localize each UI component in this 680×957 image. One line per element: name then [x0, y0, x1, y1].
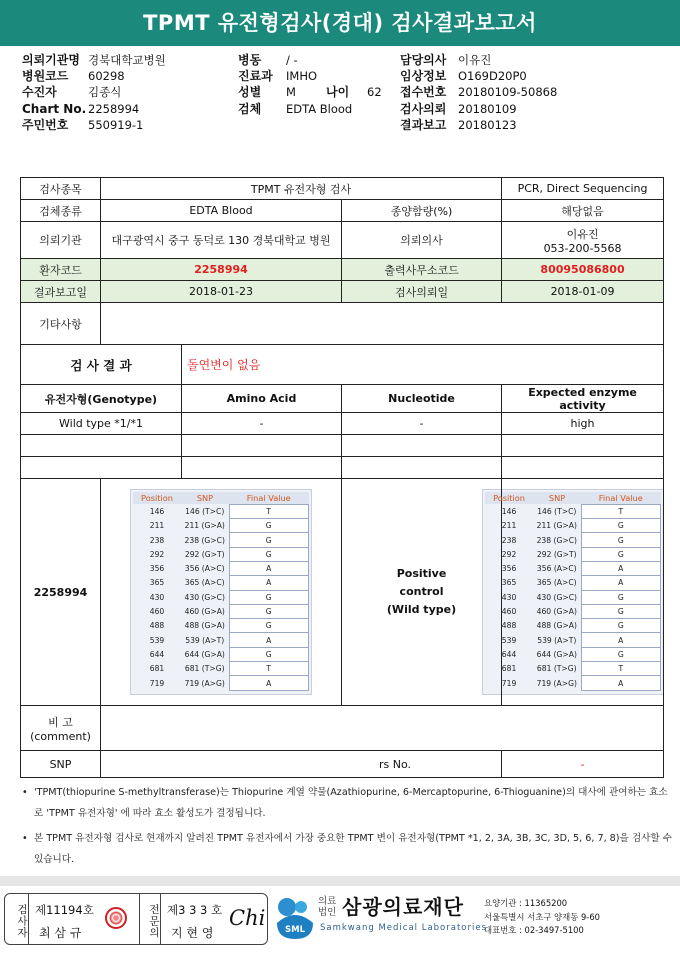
header-field-value: 경북대학교병원: [88, 53, 166, 67]
header-field-label: 주민번호: [22, 117, 69, 132]
snp-position: 719: [501, 678, 517, 688]
snp-variant: 719 (A>G): [184, 678, 225, 688]
snp-table-row: [485, 633, 661, 647]
header-field-label: 의뢰기관명: [22, 53, 80, 67]
snp-variant: 292 (G>T): [536, 549, 577, 559]
snp-final-value: G: [229, 533, 309, 547]
snp-table-row: [485, 604, 661, 618]
header-field: [400, 84, 557, 100]
snp-final-value: A: [581, 562, 661, 576]
amino-acid-value: -: [182, 413, 342, 435]
snp-position: 146: [149, 506, 165, 516]
age-label: 나이: [326, 85, 350, 100]
snp-final-value: A: [229, 562, 309, 576]
snp-table-row: [133, 662, 309, 676]
snp-position: 238: [501, 535, 517, 545]
tumor-value: 해당없음: [502, 200, 664, 222]
request-date-label: 검사의뢰일: [342, 281, 502, 303]
header-field-value: 이유진: [458, 53, 492, 67]
snp-variant: 644 (G>A): [536, 649, 577, 659]
header-field-value: 550919-1: [88, 117, 144, 132]
snp-table-row: [133, 604, 309, 618]
company-address: [484, 897, 600, 938]
snp-variant: 356 (A>C): [184, 564, 225, 574]
snp-position: 488: [149, 621, 165, 631]
snp-variant: 146 (T>C): [537, 506, 577, 516]
snp-final-value: G: [229, 647, 309, 661]
header-field-label: 진료과: [238, 69, 273, 84]
snp-table-row: [133, 590, 309, 604]
genotype-header: 유전자형(Genotype): [21, 385, 182, 413]
specimen-row: [21, 200, 664, 222]
patient-snp-table: [130, 489, 312, 694]
snp-final-value: T: [581, 662, 661, 676]
notes: [22, 782, 672, 870]
institution-number: 요양기관 : 11365200: [484, 898, 568, 908]
snp-table-row: [133, 633, 309, 647]
snp-position: 460: [501, 607, 517, 617]
snp-panel-row: [21, 479, 664, 706]
snp-rs-row: [21, 751, 664, 778]
snp-position: 681: [501, 664, 517, 674]
header-field-label: 검체: [238, 101, 262, 116]
snp-label: SNP: [21, 751, 101, 778]
header-field-label: Chart No.: [22, 101, 87, 116]
col-position: Position: [133, 492, 181, 504]
header-field: [22, 84, 166, 100]
result-empty-row: [21, 457, 664, 479]
result-header-row: [21, 385, 664, 413]
other-label: 기타사항: [21, 303, 101, 345]
header-field-label: 병원코드: [22, 69, 69, 84]
snp-table-row: [133, 562, 309, 576]
company-english: Samkwang Medical Laboratories: [320, 923, 488, 933]
snp-final-value: G: [581, 647, 661, 661]
snp-variant: 356 (A>C): [536, 564, 577, 574]
snp-variant: 539 (A>T): [537, 635, 577, 645]
snp-position: 539: [501, 635, 517, 645]
office-code-label: 출력사무소코드: [342, 259, 502, 281]
snp-table-row: [133, 676, 309, 690]
snp-final-value: A: [581, 676, 661, 690]
specimen-label: 검체종류: [21, 200, 101, 222]
comment-label: 비 고 (comment): [21, 706, 101, 751]
snp-position: 488: [501, 621, 517, 631]
logo-text: SML: [285, 925, 305, 935]
snp-final-value: G: [229, 619, 309, 633]
report-title: TPMT 유전형검사(경대) 검사결과보고서: [0, 0, 680, 46]
snp-position: 146: [501, 506, 517, 516]
amino-acid-header: Amino Acid: [182, 385, 342, 413]
header-field: [400, 101, 557, 117]
comment-row: [21, 706, 664, 751]
snp-table-row: [485, 562, 661, 576]
snp-final-value: G: [581, 547, 661, 561]
snp-table-row: [485, 590, 661, 604]
snp-position: 681: [149, 664, 165, 674]
patient-code-value: 2258994: [101, 259, 342, 281]
header-field: [400, 117, 557, 133]
snp-final-value: A: [581, 576, 661, 590]
snp-variant: 146 (T>C): [185, 506, 225, 516]
header-field-label: 임상정보: [400, 69, 447, 84]
snp-variant: 681 (T>G): [536, 664, 577, 674]
result-data-row: [21, 413, 664, 435]
doctor-name: 이유진: [566, 227, 599, 241]
snp-table-row: [485, 619, 661, 633]
snp-position: 238: [149, 535, 165, 545]
snp-variant: 719 (A>G): [536, 678, 577, 688]
snp-variant: 488 (G>A): [536, 621, 577, 631]
snp-variant: 238 (G>C): [536, 535, 577, 545]
header-field-value: 20180109-50868: [458, 85, 558, 100]
header-field-label: 병동: [238, 53, 262, 67]
other-value: [101, 303, 664, 345]
snp-final-value: G: [581, 590, 661, 604]
snp-variant: 292 (G>T): [184, 549, 225, 559]
header-field-value: / -: [286, 53, 298, 67]
company-prefix: 의료 법인: [318, 896, 337, 918]
snp-table-row: [133, 504, 309, 518]
enzyme-activity-header: Expected enzyme activity: [502, 385, 664, 413]
snp-position: 292: [149, 549, 165, 559]
control-snp-table: Position SNP Final Value 146 146 (T>C) T 211 211 (G>A) G 238 238 (G>C) G 292 292 (G>T) G 356 356 (A>C) A 365 365 (A>C) A 430 430 (G>C) G 460 460 (G>A) G 488 488 (G>A) G 539 539 (A>T) A 644 644 (G>A) G 681 681 (T>G) T 719 719 (A>G) A: [482, 489, 664, 694]
header-field-label: 성별: [238, 85, 262, 100]
genotype-value: Wild type *1/*1: [21, 413, 182, 435]
snp-position: 460: [149, 607, 165, 617]
seal-icon: [105, 907, 127, 929]
snp-table-row: [133, 533, 309, 547]
snp-final-value: T: [581, 504, 661, 518]
snp-variant: 365 (A>C): [536, 578, 577, 588]
snp-position: 356: [501, 564, 517, 574]
header-column-patient: [22, 52, 166, 133]
nucleotide-header: Nucleotide: [342, 385, 502, 413]
report-table: [20, 177, 664, 778]
age-value: 62: [367, 85, 382, 100]
header-field-label: 결과보고: [400, 117, 447, 132]
header-field: [22, 68, 166, 84]
snp-table-row: [485, 662, 661, 676]
snp-variant: 460 (G>A): [184, 607, 225, 617]
header-column-doctor: [400, 52, 557, 133]
header-field-value: 60298: [88, 69, 125, 84]
header-field-label: 접수번호: [400, 85, 447, 100]
col-snp: SNP: [181, 492, 229, 504]
snp-final-value: G: [229, 604, 309, 618]
snp-table-row: [133, 619, 309, 633]
snp-table-row: [485, 533, 661, 547]
snp-final-value: G: [229, 519, 309, 533]
snp-position: 644: [501, 649, 517, 659]
result-row: [21, 345, 664, 385]
snp-position: 211: [149, 521, 165, 531]
specialist-license: 제3 3 3 호: [167, 903, 223, 917]
snp-table-row: [485, 647, 661, 661]
snp-variant: 681 (T>G): [184, 664, 225, 674]
snp-final-value: G: [581, 519, 661, 533]
report-date-value: 2018-01-23: [101, 281, 342, 303]
method-value: PCR, Direct Sequencing: [502, 178, 664, 200]
snp-position: 211: [501, 521, 517, 531]
patient-code-label: 환자코드: [21, 259, 101, 281]
snp-final-value: G: [581, 604, 661, 618]
header-field-label: 담당의사: [400, 53, 447, 67]
snp-patient-id: 2258994: [21, 479, 101, 706]
date-row: [21, 281, 664, 303]
header-field: [22, 52, 166, 68]
specialist-side-label: 전문의: [139, 894, 161, 944]
col-final-value: Final Value: [229, 492, 309, 504]
header-field: [22, 117, 166, 133]
tester-side-label: 검사자: [5, 894, 29, 944]
header-field-value: IMHO: [286, 69, 318, 84]
footer-divider: [0, 876, 680, 886]
test-type-label: 검사종목: [21, 178, 101, 200]
snp-variant: 238 (G>C): [184, 535, 225, 545]
specimen-value: EDTA Blood: [101, 200, 342, 222]
company-phone: 대표번호 : 02-3497-5100: [484, 925, 584, 935]
snp-final-value: A: [229, 676, 309, 690]
snp-position: 292: [501, 549, 517, 559]
signature-mark: Chi: [229, 906, 266, 930]
snp-variant: 644 (G>A): [184, 649, 225, 659]
office-code-value: 80095086800: [502, 259, 664, 281]
company-street: 서울특별시 서초구 양재동 9-60: [484, 911, 600, 922]
tumor-label: 종양함량(%): [342, 200, 502, 222]
snp-table-row: [133, 647, 309, 661]
snp-table-row: [133, 576, 309, 590]
test-type-row: [21, 178, 664, 200]
header-field-value: M: [286, 85, 296, 100]
snp-final-value: T: [229, 662, 309, 676]
snp-variant: 430 (G>C): [536, 592, 577, 602]
sml-logo-icon: [275, 893, 315, 941]
snp-table-row: [133, 519, 309, 533]
snp-final-value: G: [581, 619, 661, 633]
specialist-name: 지 현 영: [171, 926, 214, 940]
header-field-value: 김종식: [88, 85, 122, 100]
snp-position: 430: [149, 592, 165, 602]
enzyme-activity-value: high: [502, 413, 664, 435]
header-field-value: EDTA Blood: [286, 101, 353, 116]
patient-code-row: [21, 259, 664, 281]
rs-label: rs No.: [101, 751, 502, 778]
snp-position: 365: [501, 578, 517, 588]
header-age: [326, 52, 382, 101]
snp-variant: 539 (A>T): [185, 635, 225, 645]
snp-position: 644: [149, 649, 165, 659]
header-field-label: 검사의뢰: [400, 101, 447, 116]
tester-license: 제11194호: [35, 903, 94, 917]
header-field-value: O169D20P0: [458, 69, 527, 84]
doctor-value: [502, 222, 664, 259]
doctor-label: 의뢰의사: [342, 222, 502, 259]
institution-row: [21, 222, 664, 259]
snp-final-value: T: [229, 504, 309, 518]
rs-value: -: [502, 751, 664, 778]
tester-name: 최 삼 규: [39, 926, 82, 940]
note-item: • 본 TPMT 유전자형 검사로 현재까지 알려진 TPMT 유전자에서 가장 중요한 TPMT 변이 유전자형(TPMT *1, 2, 3A, 3B, 3C, 3D, 5, 6, 7, 8)을 검사할 수 있습니다.: [22, 833, 672, 865]
signature-box: [4, 893, 268, 945]
snp-position: 365: [149, 578, 165, 588]
snp-final-value: A: [581, 633, 661, 647]
control-snp-cell: [493, 479, 664, 706]
snp-table-row: [485, 504, 661, 518]
snp-position: 539: [149, 635, 165, 645]
snp-table-row: [485, 676, 661, 690]
header-field-label: 수진자: [22, 85, 57, 100]
note-item: • 'TPMT(thiopurine S-methyltransferase)는 Thiopurine 계열 약물(Azathiopurine, 6-Mercaptopurine, 6-Thioguanine)의 대사에 관여하는 효소로 'TPMT 유전자형' 에 따라 효소 활성도가 결정됩니다.: [22, 787, 668, 819]
header-field: [400, 52, 557, 68]
report-date-label: 결과보고일: [21, 281, 101, 303]
snp-final-value: G: [229, 547, 309, 561]
request-date-value: 2018-01-09: [502, 281, 664, 303]
company-name: 삼광의료재단: [342, 895, 464, 919]
snp-position: 430: [501, 592, 517, 602]
snp-table-row: [133, 547, 309, 561]
snp-final-value: G: [229, 590, 309, 604]
comment-value: [101, 706, 664, 751]
doctor-phone: 053-200-5568: [543, 241, 622, 255]
test-type-value: TPMT 유전자형 검사: [101, 178, 502, 200]
snp-position: 356: [149, 564, 165, 574]
header-field: [238, 101, 352, 117]
result-label: 검 사 결 과: [21, 345, 182, 385]
snp-variant: 430 (G>C): [184, 592, 225, 602]
snp-table-row: [485, 519, 661, 533]
result-empty-row: [21, 435, 664, 457]
institution-value: 대구광역시 중구 동덕로 130 경북대학교 병원: [101, 222, 342, 259]
snp-table-row: [485, 547, 661, 561]
snp-variant: 460 (G>A): [536, 607, 577, 617]
snp-variant: 211 (G>A): [184, 521, 225, 531]
snp-final-value: A: [229, 576, 309, 590]
patient-snp-cell: [101, 479, 342, 706]
snp-final-value: G: [581, 533, 661, 547]
snp-position: 719: [149, 678, 165, 688]
positive-control-label: Positive control (Wild type): [342, 479, 502, 706]
header-field-value: 20180123: [458, 117, 517, 132]
institution-label: 의뢰기관: [21, 222, 101, 259]
snp-variant: 365 (A>C): [184, 578, 225, 588]
snp-variant: 488 (G>A): [184, 621, 225, 631]
header-field: [22, 101, 166, 117]
result-value: 돌연변이 없음: [182, 345, 664, 385]
snp-table-row: [485, 576, 661, 590]
nucleotide-value: -: [342, 413, 502, 435]
header-field-value: 2258994: [88, 101, 140, 116]
snp-final-value: A: [229, 633, 309, 647]
snp-variant: 211 (G>A): [536, 521, 577, 531]
other-row: [21, 303, 664, 345]
header-field: [400, 68, 557, 84]
header-field-value: 20180109: [458, 101, 517, 116]
